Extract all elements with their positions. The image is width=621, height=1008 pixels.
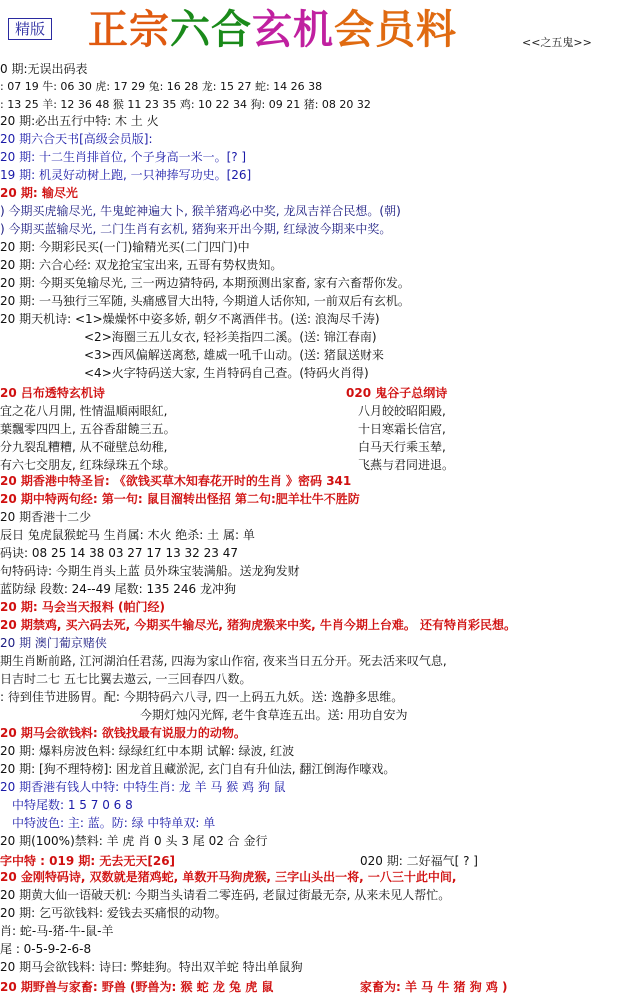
word-special-line: 020 期: 二好福气[ ? ] [360, 854, 478, 868]
title-part-2: 六合 [170, 6, 252, 53]
content-line: 尾 : 0-5-9-2-6-8 [0, 942, 92, 956]
poem-line: 有六七交朋友, 红珠绿珠五个球。 [0, 458, 176, 472]
livestock-line: 家畜为: 羊 马 牛 猪 狗 鸡 ) [360, 980, 508, 994]
content-line: 20 期马会欲钱料: 诗曰: 弊蛙狗。特出双羊蛇 特出单鼠狗 [0, 960, 303, 974]
code-table-title: 0 期:无误出码表 [0, 62, 88, 76]
content-line: 期生肖断前路, 江河湖泊任君荡, 四海为家山作宿, 夜来当日五分开。死去活来叹气息, [0, 654, 447, 668]
author-signature: <<之五鬼>> [522, 36, 592, 49]
poem-line: 分九裂乱糟糟, 从不碰壁总幼稚, [0, 440, 168, 454]
section-title: 20 期: 输尽光 [0, 186, 78, 200]
guiguzi-poem-title: 020 鬼谷子总纲诗 [346, 386, 448, 400]
content-line: 辰日 兔虎鼠猴蛇马 生肖属: 木火 绝杀: 土 属: 单 [0, 528, 255, 542]
code-table-row: : 07 19 牛: 06 30 虎: 17 29 兔: 16 28 龙: 15 27 蛇: 14 26 38 [0, 80, 323, 93]
content-line: 句特码诗: 今期生肖头上蓝 员外珠宝装满船。送龙狗发财 [0, 564, 300, 578]
content-line: 20 期香港有钱人中特: 中特生肖: 龙 羊 马 猴 鸡 狗 鼠 [0, 780, 286, 794]
lvbu-poem-title: 20 吕布透特玄机诗 [0, 386, 105, 400]
content-line: 20 期: 今期买兔输尽光, 三一两边猜特码, 本期预测出家畜, 家有六畜帮你发。 [0, 276, 410, 290]
tianji-poem-line: <4>火字特码送大家, 生肖特码自己查。(特码火肖得) [84, 366, 369, 380]
word-special-line: 字中特 : 019 期: 无去无天[26] [0, 854, 176, 868]
content-line: 码诀: 08 25 14 38 03 27 17 13 32 23 47 [0, 546, 238, 560]
content-line: 20 期(100%)禁料: 羊 虎 肖 0 头 3 尾 02 合 金行 [0, 834, 268, 848]
content-line: 20 期: 乞丐欲钱料: 爱钱去买痛恨的动物。 [0, 906, 227, 920]
title-part-3: 玄机 [252, 6, 334, 53]
content-line: ) 今期买虎输尽光, 牛鬼蛇神遍大卜, 猴羊猪鸡必中奖, 龙凤吉祥合民想。(朝) [0, 204, 401, 218]
forbidden-line: 20 期禁鸡, 买六码去死, 今期买牛输尽光, 猪狗虎猴来中奖, 牛肖今期上台难。 还有特肖彩民想。 [0, 618, 517, 632]
beast-line: 20 期野兽与家畜: 野兽 (野兽为: 猴 蛇 龙 兔 虎 鼠 [0, 980, 274, 994]
section-title: 20 期马会欲钱料: 欲钱找最有说服力的动物。 [0, 726, 246, 740]
five-elements-line: 20 期:必出五行中特: 木 土 火 [0, 114, 159, 128]
poem-line: 白马天行乘玉辇, [358, 440, 446, 454]
two-verse-line: 20 期中特两句经: 第一句: 鼠目溜转出怪招 第二句:肥羊壮牛不胜防 [0, 492, 360, 506]
tianshu-title: 20 期六合天书[高级会员版]: [0, 132, 153, 146]
section-title: 20 期: 马会当天报料 (帕门经) [0, 600, 166, 614]
content-line: ) 今期买蓝输尽光, 二门生肖有玄机, 猪狗来开出今期, 红绿波今期来中奖。 [0, 222, 392, 236]
poem-line: 飞燕与君同进退。 [358, 458, 455, 472]
tianji-poem-line: <2>海圈三五儿女衣, 轻衫美指四二溪。(送: 锦江春南) [84, 330, 377, 344]
section-title: 20 期 澳门葡京赌侠 [0, 636, 107, 650]
content-line: 20 期: 今期彩民买(一门)输精光买(二门四门)中 [0, 240, 250, 254]
section-title: 20 期香港十二少 [0, 510, 92, 524]
content-line: 中特尾数: 1 5 7 0 6 8 [12, 798, 133, 812]
tianshu-line: 20 期: 十二生肖排首位, 个子身高一米一。[? ] [0, 150, 247, 164]
tianji-poem-line: <3>西风偏解送离愁, 雄威一吼千山动。(送: 猪鼠送财来 [84, 348, 384, 362]
content-line: 中特波色: 主: 蓝。防: 绿 中特单双: 单 [12, 816, 216, 830]
code-table-row: : 13 25 羊: 12 36 48 猴 11 23 35 鸡: 10 22 34 狗: 09 21 猪: 08 20 32 [0, 98, 371, 111]
content-line: 日吉时二七 五七比翼去遨云, 一三回春四八数。 [0, 672, 252, 686]
content-line: 肖: 蛇-马-猪-牛-鼠-羊 [0, 924, 114, 938]
poem-line: 宜之花八月開, 性情温順兩眼紅, [0, 404, 168, 418]
hk-edict-line: 20 期香港中特圣旨: 《欲钱买草木知春花开时的生肖 》密码 341 [0, 474, 352, 488]
tianshu-line: 19 期: 机灵好动树上跑, 一只神捧写功史。[26] [0, 168, 252, 182]
content-line: 今期灯烛闪光辉, 老牛食草连五出。送: 用功自安为 [140, 708, 408, 722]
content-line: 20 金刚特码诗, 双数就是猪鸡蛇, 单数开马狗虎猴, 三字山头出一将, 一八三十此中间, [0, 870, 457, 884]
title-part-1: 正宗 [88, 6, 170, 53]
poem-line: 葉飄零四四上, 五谷香甜饒三五。 [0, 422, 176, 436]
tianji-poem-line: 20 期天机诗: <1>燥燥怀中姿多娇, 朝夕不离酒伴书。(送: 浪淘尽千涛) [0, 312, 380, 326]
content-line: 20 期: 爆料房波色料: 绿绿红红中本期 试解: 绿波, 红波 [0, 744, 295, 758]
content-line: 20 期黄大仙一语破天机: 今期当头请看二零连码, 老鼠过街最无奈, 从来未见人帮忙。 [0, 888, 451, 902]
title-part-4: 会员料 [334, 6, 457, 53]
page-title [88, 6, 457, 54]
content-line: 20 期: 六合心经: 双龙抢宝宝出来, 五哥有势权贵知。 [0, 258, 283, 272]
poem-line: 八月皎皎昭阳殿, [358, 404, 446, 418]
poem-line: 十日寒霜长信宫, [358, 422, 446, 436]
content-line: 20 期: [狗不理特榜]: 困龙首且藏淤泥, 玄门自有升仙法, 翻江倒海作嚎戏。 [0, 762, 396, 776]
content-line: : 待到佳节进肠胃。配: 今期特码六八寻, 四一上码五九妖。送: 逸静多思维。 [0, 690, 404, 704]
page-header [0, 0, 621, 60]
content-line: 20 期: 一马独行三军随, 头痛感冒大出特, 今期道人话你知, 一前双后有玄机。 [0, 294, 410, 308]
edition-badge: 精版 [8, 18, 52, 40]
content-line: 蓝防绿 段数: 24--49 尾数: 135 246 龙冲狗 [0, 582, 236, 596]
